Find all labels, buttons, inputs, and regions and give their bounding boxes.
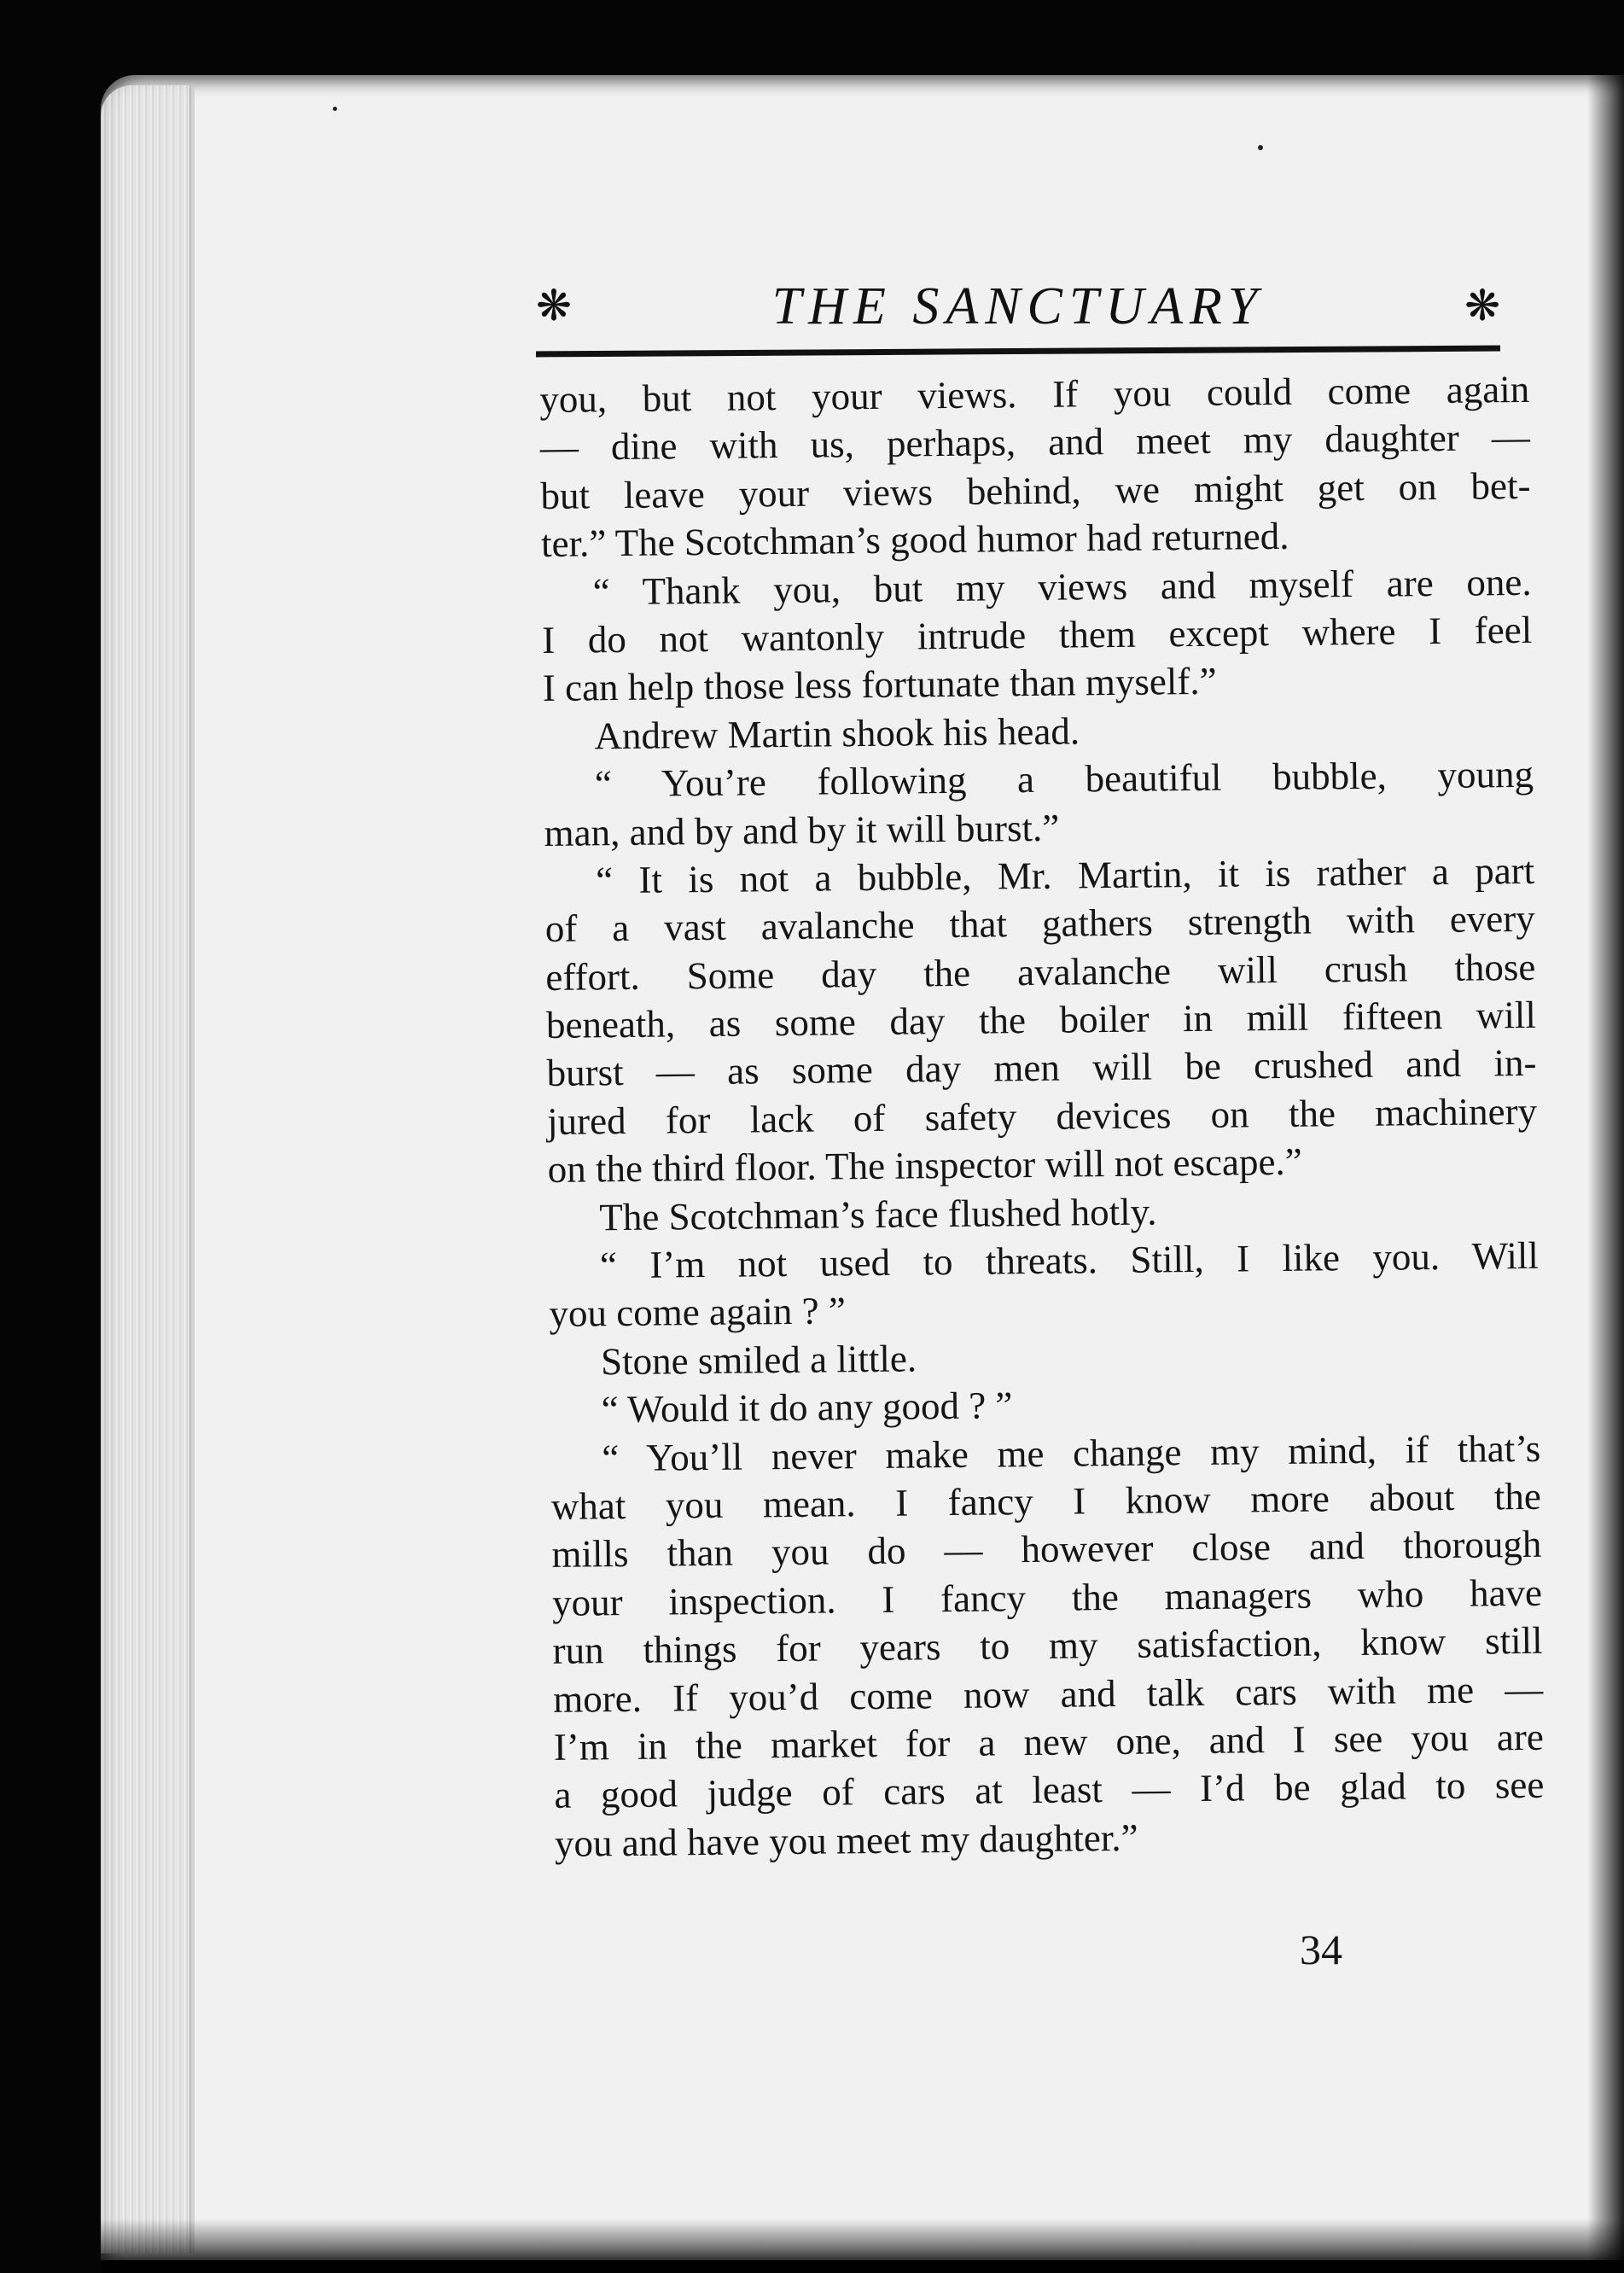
text-line: “ Would it do any good ? ” [601,1384,1013,1431]
text-line: I can help those less fortunate than myself.” [542,660,1217,710]
text-line: Stone smiled a little. [600,1337,917,1384]
scan-speck [333,107,337,111]
scan-shadow-right [1587,75,1624,2260]
text-line: “ You’ll never make me change my mind, if that’s [602,1426,1541,1479]
text-line: jured for lack of safety devices on the machinery [546,1089,1538,1143]
text-line: ter.” The Scotchman’s good humor had returned. [540,514,1289,566]
book-fore-edge [101,85,195,2253]
ornament-right-icon: ❋ [1464,282,1500,329]
text-line: on the third floor. The inspector will not escape.” [547,1139,1302,1192]
ornament-left-icon: ❋ [536,282,572,329]
text-line: burst — as some day men will be crushed and in- [546,1041,1537,1095]
text-line: I do not wantonly intrude them except where I feel [541,608,1533,662]
text-line: you come again ? ” [549,1289,847,1336]
body-text [539,365,1545,1868]
text-line: you and have you meet my daughter.” [554,1815,1138,1865]
text-line: but leave your views behind, we might get on bet- [540,463,1531,517]
text-line: The Scotchman’s face flushed hotly. [599,1190,1157,1238]
text-line: “ Thank you, but my views and myself are one. [592,560,1532,613]
text-line: beneath, as some day the boiler in mill fifteen will [545,993,1537,1047]
scan-shadow-bottom [101,2219,1624,2273]
text-line: of a vast avalanche that gathers strength with every [544,897,1535,951]
text-line: “ You’re following a beautiful bubble, young [594,752,1534,806]
text-line: run things for years to my satisfaction, know still [552,1618,1543,1673]
text-line: more. If you’d come now and talk cars with me — [552,1667,1544,1721]
text-line: — dine with us, perhaps, and meet my daughter — [539,416,1531,469]
scan-speck [1258,145,1263,150]
page-number: 34 [1300,1926,1342,1973]
text-line: a good judge of cars at least — I’d be glad to see [554,1763,1545,1817]
text-line: what you mean. I fancy I know more about the [550,1474,1542,1528]
text-line: I’m in the market for a new one, and I see you are [553,1715,1545,1769]
text-line: “ It is not a bubble, Mr. Martin, it is rather a part [595,848,1535,902]
text-line: your inspection. I fancy the managers who have [551,1571,1543,1624]
text-line: mills than you do — however close and thorough [551,1523,1542,1577]
running-head [536,277,1500,354]
text-line: effort. Some day the avalanche will crush those [545,945,1536,999]
text-line: “ I’m not used to threats. Still, I like you. Will [599,1233,1540,1287]
text-line: you, but not your views. If you could come again [539,367,1530,421]
text-line: man, and by and by it will burst.” [544,806,1060,854]
text-line: Andrew Martin shook his head. [594,709,1080,758]
running-head-title: THE SANCTUARY [771,277,1265,335]
